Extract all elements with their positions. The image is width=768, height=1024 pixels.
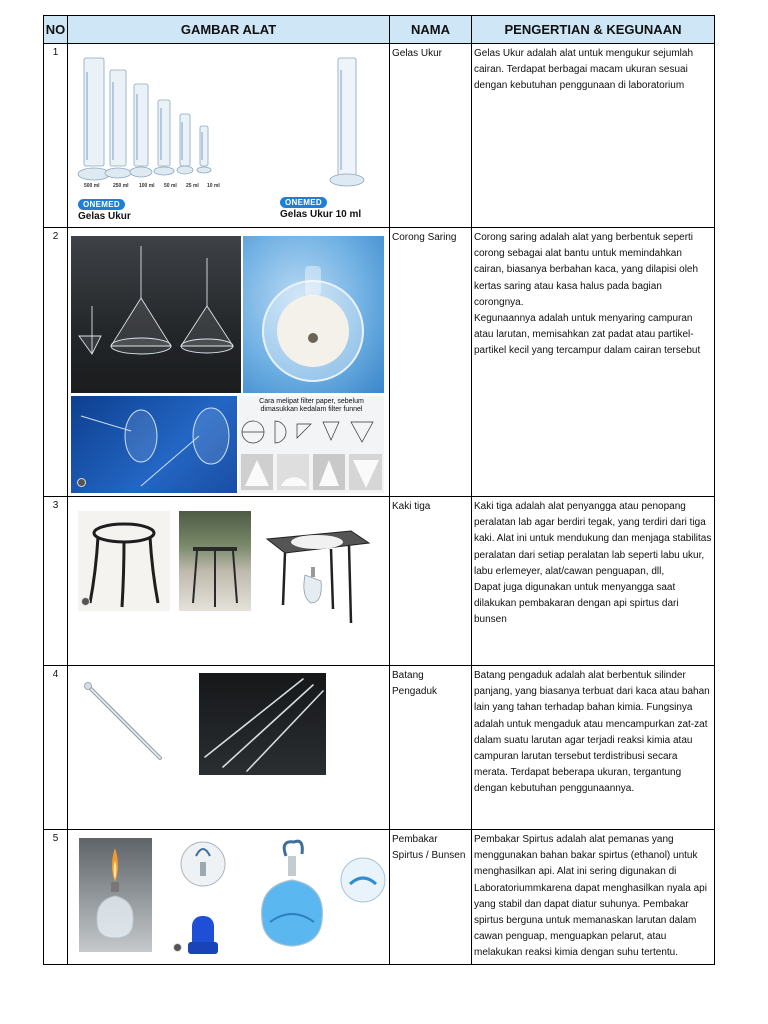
table-row <box>44 228 715 497</box>
image-caption: Gelas Ukur 10 ml <box>280 209 362 220</box>
image-cell-pembakar-spirtus <box>68 830 390 965</box>
row-number: 4 <box>44 666 68 830</box>
equipment-name: Batang Pengaduk <box>390 666 472 830</box>
brand-badge: ONEMED <box>280 197 327 208</box>
table-row <box>44 44 715 228</box>
equipment-description: Pembakar Spirtus adalah alat pemanas yang menggunakan bahan bakar spirtus (ethanol) untuk menghasilkan api. Alat ini sering digunakan di Laboratoriummkarena dapat menghasilkan nyala api yang stabil dan dapat diatur suhunya. Pembakar spirtus berguna untuk memanaskan larutan dalam cawan penguap, menguapkan pelarut, atau melakukan reaksi kimia dengan suhu tertentu. <box>472 830 715 965</box>
size-label: 250 ml <box>113 183 129 189</box>
image-cell-batang-pengaduk <box>68 666 390 830</box>
glass-funnels-photo <box>71 396 237 493</box>
spirit-burner-photo <box>79 838 152 952</box>
brand-badge: ONEMED <box>78 199 125 210</box>
table-row <box>44 666 715 830</box>
equipment-name: Pembakar Spirtus / Bunsen <box>390 830 472 965</box>
stirring-rods-photo <box>199 673 326 775</box>
diagram-title: Cara melipat filter paper, sebelum dimasukkan kedalam filter funnel <box>259 398 364 413</box>
equipment-name: Kaki tiga <box>390 497 472 666</box>
camera-icon <box>81 597 90 606</box>
description-paragraph: Kegunaannya adalah untuk menyaring campuran atau larutan, memisahkan zat padat atau partikel-partikel kecil yang tercampur dalam cairan tersebut <box>474 313 701 357</box>
camera-icon <box>77 478 86 487</box>
table-row <box>44 497 715 666</box>
equipment-description <box>472 228 715 497</box>
equipment-description: Batang pengaduk adalah alat berbentuk silinder panjang, yang biasanya terbuat dari kaca atau bahan lain yang tahan terhadap bahan kimia. Fungsinya adalah untuk mengaduk atau mencampurkan zat-zat dalam suatu larutan agar terjadi reaksi kimia atau campuran larutan tersebut terdistribusi secara merata. Terdapat beberapa ukuran, tergantung dengan kebutuhan penggunaannya. <box>472 666 715 830</box>
image-cell-kaki-tiga <box>68 497 390 666</box>
row-number: 5 <box>44 830 68 965</box>
image-cell-gelas-ukur <box>68 44 390 228</box>
header-gambar-alat: GAMBAR ALAT <box>68 16 390 44</box>
graduated-cylinder-10ml-image <box>318 54 378 194</box>
size-label: 100 ml <box>139 183 155 189</box>
row-number: 2 <box>44 228 68 497</box>
tripod-window-photo <box>179 511 251 611</box>
equipment-name: Gelas Ukur <box>390 44 472 228</box>
filter-folding-diagram <box>239 396 384 493</box>
size-label: 50 ml <box>164 183 177 189</box>
equipment-name: Corong Saring <box>390 228 472 497</box>
funnels-photo <box>71 236 241 393</box>
description-paragraph: Corong saring adalah alat yang berbentuk seperti corong sebagai alat bantu untuk memindahkan cairan, biasanya berbahan kaca, yang dilapisi oleh kertas saring atau kasa halus pada bagian corongnya. <box>474 232 699 308</box>
image-caption: Gelas Ukur <box>78 211 131 222</box>
size-label: 10 ml <box>207 183 220 189</box>
header-nama: NAMA <box>390 16 472 44</box>
header-no: NO <box>44 16 68 44</box>
equipment-description <box>472 497 715 666</box>
row-number: 1 <box>44 44 68 228</box>
tripod-photo <box>78 511 170 611</box>
table-row <box>44 830 715 965</box>
filter-paper-funnel-photo <box>243 236 384 393</box>
equipment-table <box>43 15 715 965</box>
image-cell-corong-saring <box>68 228 390 497</box>
header-pengertian: PENGERTIAN & KEGUNAAN <box>472 16 715 44</box>
table-header-row <box>44 16 715 44</box>
equipment-description: Gelas Ukur adalah alat untuk mengukur sejumlah cairan. Terdapat berbagai macam ukuran sesuai dengan kebutuhan penggunaan di laboratorium <box>472 44 715 228</box>
description-paragraph: Kaki tiga adalah alat penyangga atau penopang peralatan lab agar berdiri tegak, yang terdiri dari tiga kaki. Alat ini untuk mendukung dan menjaga stabilitas peralatan dari setiap peralatan lab seperti labu ukur, labu erlemeyer, alat/cawan penguapan, dll, <box>474 501 712 577</box>
row-number: 3 <box>44 497 68 666</box>
size-label: 25 ml <box>186 183 199 189</box>
size-label: 500 ml <box>84 183 100 189</box>
stirring-rod-image <box>82 680 168 766</box>
description-paragraph: Dapat juga digunakan untuk menyangga saat dilakukan pembakaran dengan api spirtus dari bunsen <box>474 582 679 626</box>
graduated-cylinders-image <box>74 52 248 207</box>
tripod-burner-diagram <box>261 505 373 629</box>
blue-spirit-burner-image <box>178 836 388 960</box>
